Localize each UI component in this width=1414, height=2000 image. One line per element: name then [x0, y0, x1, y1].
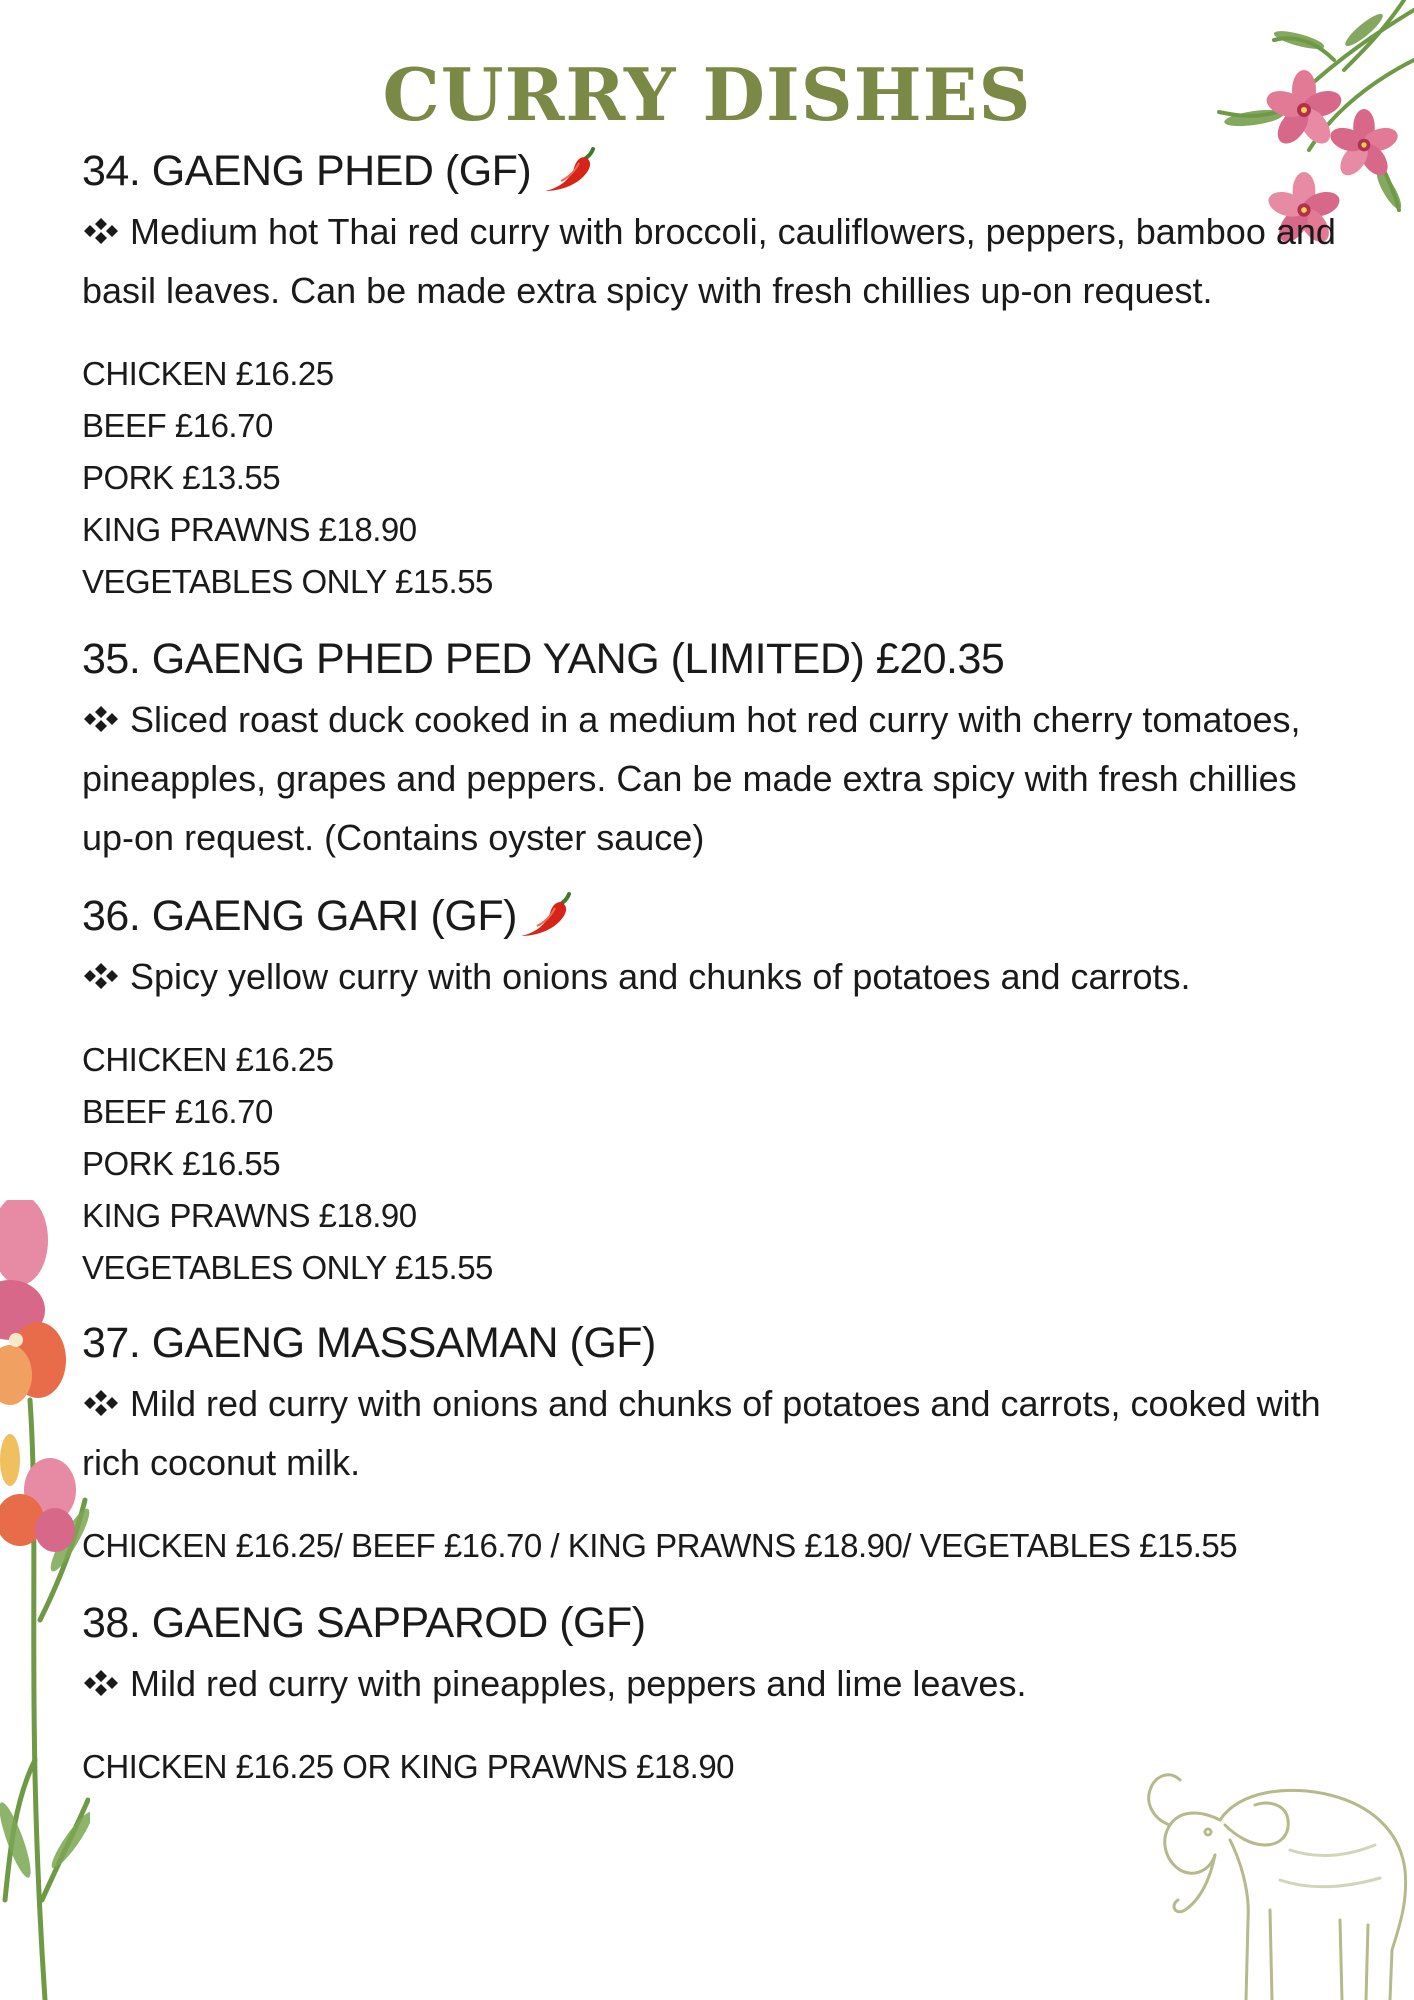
menu-item — [82, 1592, 1342, 1793]
dish-title: 34. GAENG PHED (GF) — [82, 147, 532, 195]
dish-description — [82, 1374, 1342, 1492]
menu-content — [82, 140, 1342, 1793]
red-chili-icon — [541, 145, 601, 195]
price-line: CHICKEN £16.25 — [82, 1041, 334, 1078]
menu-item — [82, 140, 1342, 608]
dish-title: 35. GAENG PHED PED YANG (LIMITED) £20.35 — [82, 635, 1005, 683]
dish-description — [82, 947, 1342, 1006]
price-line: BEEF £16.70 — [82, 407, 273, 444]
page-title: CURRY DISHES — [382, 52, 1032, 137]
dish-description-text: Medium hot Thai red curry with broccoli, cauliflowers, peppers, bamboo and basil leaves. Can be made extra spicy with fresh chillies up-on request. — [82, 211, 1336, 311]
dish-heading — [82, 885, 1342, 947]
dish-description-text: Mild red curry with onions and chunks of potatoes and carrots, cooked with rich coconut milk. — [82, 1383, 1321, 1483]
red-chili-icon — [517, 890, 577, 940]
price-line: KING PRAWNS £18.90 — [82, 511, 417, 548]
price-line: CHICKEN £16.25 OR KING PRAWNS £18.90 — [82, 1748, 735, 1785]
price-line: CHICKEN £16.25/ BEEF £16.70 / KING PRAWNS £18.90/ VEGETABLES £15.55 — [82, 1527, 1238, 1564]
price-list — [82, 348, 1342, 608]
price-line: PORK £16.55 — [82, 1145, 281, 1182]
menu-item — [82, 628, 1342, 867]
dish-description-text: Sliced roast duck cooked in a medium hot red curry with cherry tomatoes, pineapples, grapes and peppers. Can be made extra spicy with fresh chillies up-on request. (Contains oyster sauce) — [82, 699, 1301, 858]
price-line: VEGETABLES ONLY £15.55 — [82, 1249, 493, 1286]
dish-heading — [82, 140, 1342, 202]
dish-heading — [82, 628, 1342, 690]
dish-title: 38. GAENG SAPPAROD (GF) — [82, 1599, 646, 1647]
price-line: PORK £13.55 — [82, 459, 281, 496]
dish-title: 37. GAENG MASSAMAN (GF) — [82, 1319, 656, 1367]
dish-title: 36. GAENG GARI (GF) — [82, 892, 517, 940]
four-diamond-bullet-icon — [82, 962, 120, 990]
orchid-flower-icon — [0, 1200, 90, 2000]
price-line: BEEF £16.70 — [82, 1093, 273, 1130]
dish-description — [82, 202, 1342, 320]
dish-description — [82, 690, 1342, 867]
dish-description-text: Spicy yellow curry with onions and chunks of potatoes and carrots. — [130, 956, 1191, 997]
dish-description-text: Mild red curry with pineapples, peppers and lime leaves. — [130, 1663, 1027, 1704]
price-list — [82, 1034, 1342, 1294]
dish-heading — [82, 1592, 1342, 1654]
price-list — [82, 1741, 1342, 1793]
four-diamond-bullet-icon — [82, 217, 120, 245]
four-diamond-bullet-icon — [82, 1669, 120, 1697]
price-line: VEGETABLES ONLY £15.55 — [82, 563, 493, 600]
four-diamond-bullet-icon — [82, 705, 120, 733]
four-diamond-bullet-icon — [82, 1389, 120, 1417]
dish-description — [82, 1654, 1342, 1713]
menu-item — [82, 1312, 1342, 1572]
price-list — [82, 1520, 1342, 1572]
price-line: CHICKEN £16.25 — [82, 355, 334, 392]
menu-item — [82, 885, 1342, 1294]
price-line: KING PRAWNS £18.90 — [82, 1197, 417, 1234]
dish-heading — [82, 1312, 1342, 1374]
